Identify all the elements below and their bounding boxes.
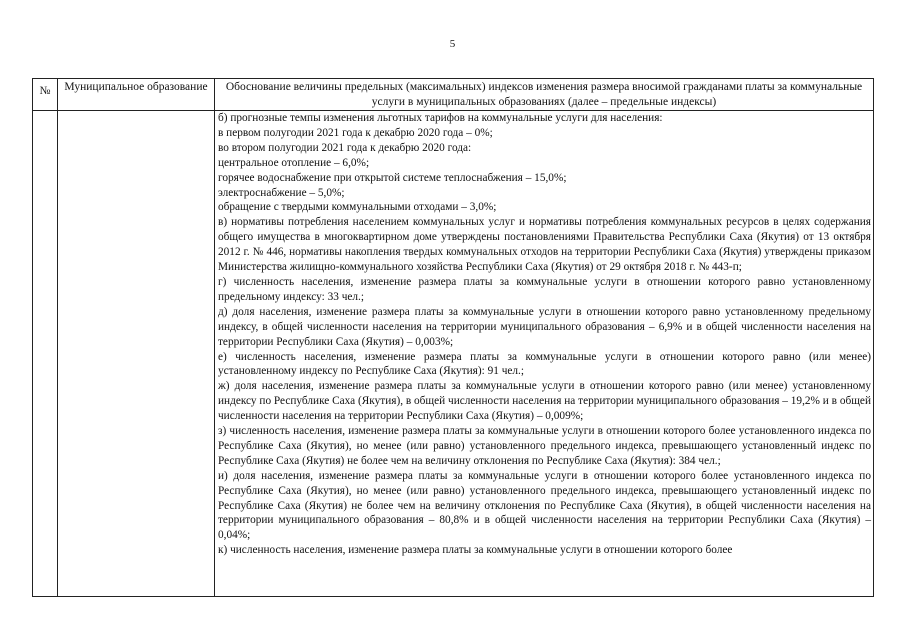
paragraph-hot-water: горячее водоснабжение при открытой системе теплоснабжения – 15,0%;: [218, 171, 567, 184]
paragraph-v: в) нормативы потребления населением коммунальных услуг и нормативы потребления коммунальных ресурсов в целях содержания общего имущества в многоквартирном доме утверждены постановлениями Правительства Республики Саха (Якутия) от 13 октября 2012 г. № 446, нормативы накопления твердых коммунальных отходов на территории Республики Саха (Якутия) утверждены приказом Министерства жилищно-коммунального хозяйства Республики Саха (Якутия) от 29 октября 2018 г. № 443-п;: [218, 216, 871, 274]
paragraph-heating: центральное отопление – 6,0%;: [218, 156, 370, 169]
paragraph-z: з) численность населения, изменение размера платы за коммунальные услуги в отношении которого более установленного индекса по Республике Саха (Якутия), но менее (или равно) установленного предельного индекса, превышающего установленный индекс по Республике Саха (Якутия) не более чем на величину отклонения по Республике Саха (Якутия): 384 чел.;: [218, 425, 871, 467]
paragraph-electricity: электроснабжение – 5,0%;: [218, 186, 345, 199]
paragraph-k: к) численность населения, изменение размера платы за коммунальные услуги в отношении которого более: [218, 544, 733, 557]
paragraph-first-half: в первом полугодии 2021 года к декабрю 2020 года – 0%;: [218, 126, 493, 139]
column-header-justification: Обоснование величины предельных (максимальных) индексов изменения размера вносимой гражданами платы за коммунальные услуги в муниципальных образованиях (далее – предельные индексы): [215, 79, 874, 111]
justification-cell: [215, 111, 874, 597]
paragraph-waste: обращение с твердыми коммунальными отходами – 3,0%;: [218, 201, 497, 214]
paragraph-d: д) доля населения, изменение размера платы за коммунальные услуги в отношении которого равно установленному предельному индексу, в общей численности населения на территории муниципального образования – 6,9% и в общей численности населения на территории Республики Саха (Якутия) – 0,003%;: [218, 305, 871, 348]
indices-table: [32, 78, 874, 597]
paragraph-e: е) численность населения, изменение размера платы за коммунальные услуги в отношении которого равно (или менее) установленному индексу по Республике Саха (Якутия): 91 чел.;: [218, 350, 871, 378]
table-header-row: [33, 79, 874, 111]
column-header-number: №: [33, 79, 58, 111]
paragraph-second-half: во втором полугодии 2021 года к декабрю 2020 года:: [218, 141, 472, 154]
paragraph-b: б) прогнозные темпы изменения льготных тарифов на коммунальные услуги для населения:: [218, 112, 663, 124]
paragraph-i: и) доля населения, изменение размера платы за коммунальные услуги в отношении которого более установленного индекса по Республике Саха (Якутия), но менее (или равно) установленного предельного индекса, превышающего установленный индекс по Республике Саха (Якутия) не более чем на величину отклонения по Республике Саха (Якутия), в общей численности населения на территории муниципального образования – 80,8% и в общей численности населения на территории Республики Саха (Якутия) – 0,04%;: [218, 469, 871, 542]
row-number-cell: [33, 111, 58, 597]
page-number: 5: [449, 38, 456, 50]
paragraph-zh: ж) доля населения, изменение размера платы за коммунальные услуги в отношении которого равно (или менее) установленному индексу по Республике Саха (Якутия), в общей численности населения на территории муниципального образования – 19,2% и в общей численности населения на территории Республики Саха (Якутия) – 0,009%;: [218, 380, 871, 423]
paragraph-g: г) численность населения, изменение размера платы за коммунальные услуги в отношении которого равно установленному предельному индексу: 33 чел.;: [218, 275, 871, 303]
table-row: [33, 111, 874, 597]
municipality-cell: [58, 111, 215, 597]
column-header-municipality: Муниципальное образование: [58, 79, 215, 111]
